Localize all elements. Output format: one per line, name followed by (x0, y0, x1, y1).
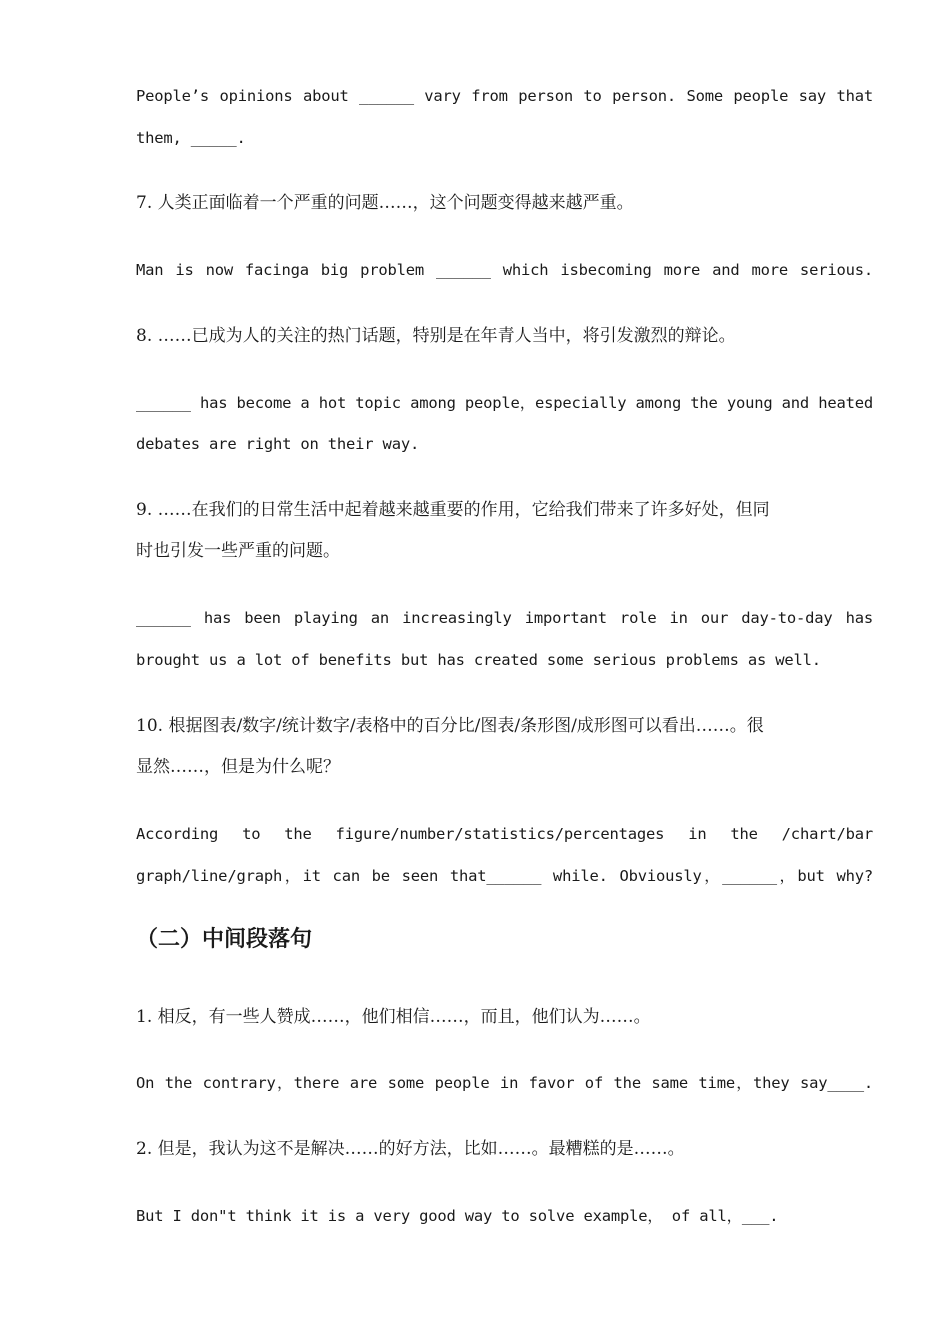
item9-chinese-line2: 时也引发一些严重的问题。 (136, 541, 340, 561)
middle-item2-english: But I don"t think it is a very good way to solve example， of all，___. (136, 1207, 779, 1225)
item7-chinese: 7. 人类正面临着一个严重的问题……，这个问题变得越来越严重。 (136, 193, 634, 213)
section-heading: （二）中间段落句 (136, 927, 313, 952)
item8-english-line2: debates are right on their way. (136, 435, 420, 453)
item8-english-line1: ______ has become a hot topic among people，especially among the young and heated (136, 394, 873, 412)
item9-english-line1: ______ has been playing an increasingly important role in our day-to-day has (136, 609, 873, 627)
item7-english: Man is now facinga big problem ______ which isbecoming more and more serious. (136, 261, 873, 279)
item10-english-line2: graph/line/graph，it can be seen that______ while. Obviously，______，but why? (136, 867, 873, 885)
item6-english-line1: People’s opinions about ______ vary from person to person. Some people say that (136, 87, 873, 105)
item10-chinese-line1: 10. 根据图表/数字/统计数字/表格中的百分比/图表/条形图/成形图可以看出……。很 (136, 716, 764, 736)
middle-item1-english: On the contrary，there are some people in favor of the same time，they say____. (136, 1074, 873, 1092)
middle-item2-chinese: 2. 但是，我认为这不是解决……的好方法，比如……。最糟糕的是……。 (136, 1139, 685, 1159)
item10-chinese-line2: 显然……，但是为什么呢？ (136, 757, 340, 777)
item8-chinese: 8. ……已成为人的关注的热门话题，特别是在年青人当中，将引发激烈的辩论。 (136, 326, 736, 346)
item9-english-line2: brought us a lot of benefits but has created some serious problems as well. (136, 651, 821, 669)
middle-item1-chinese: 1. 相反，有一些人赞成……，他们相信……，而且，他们认为……。 (136, 1007, 651, 1027)
item6-english-line2: them, _____. (136, 129, 246, 147)
item9-chinese-line1: 9. ……在我们的日常生活中起着越来越重要的作用，它给我们带来了许多好处，但同 (136, 500, 770, 520)
item10-english-line1: According to the figure/number/statistics/percentages in the /chart/bar (136, 825, 873, 843)
